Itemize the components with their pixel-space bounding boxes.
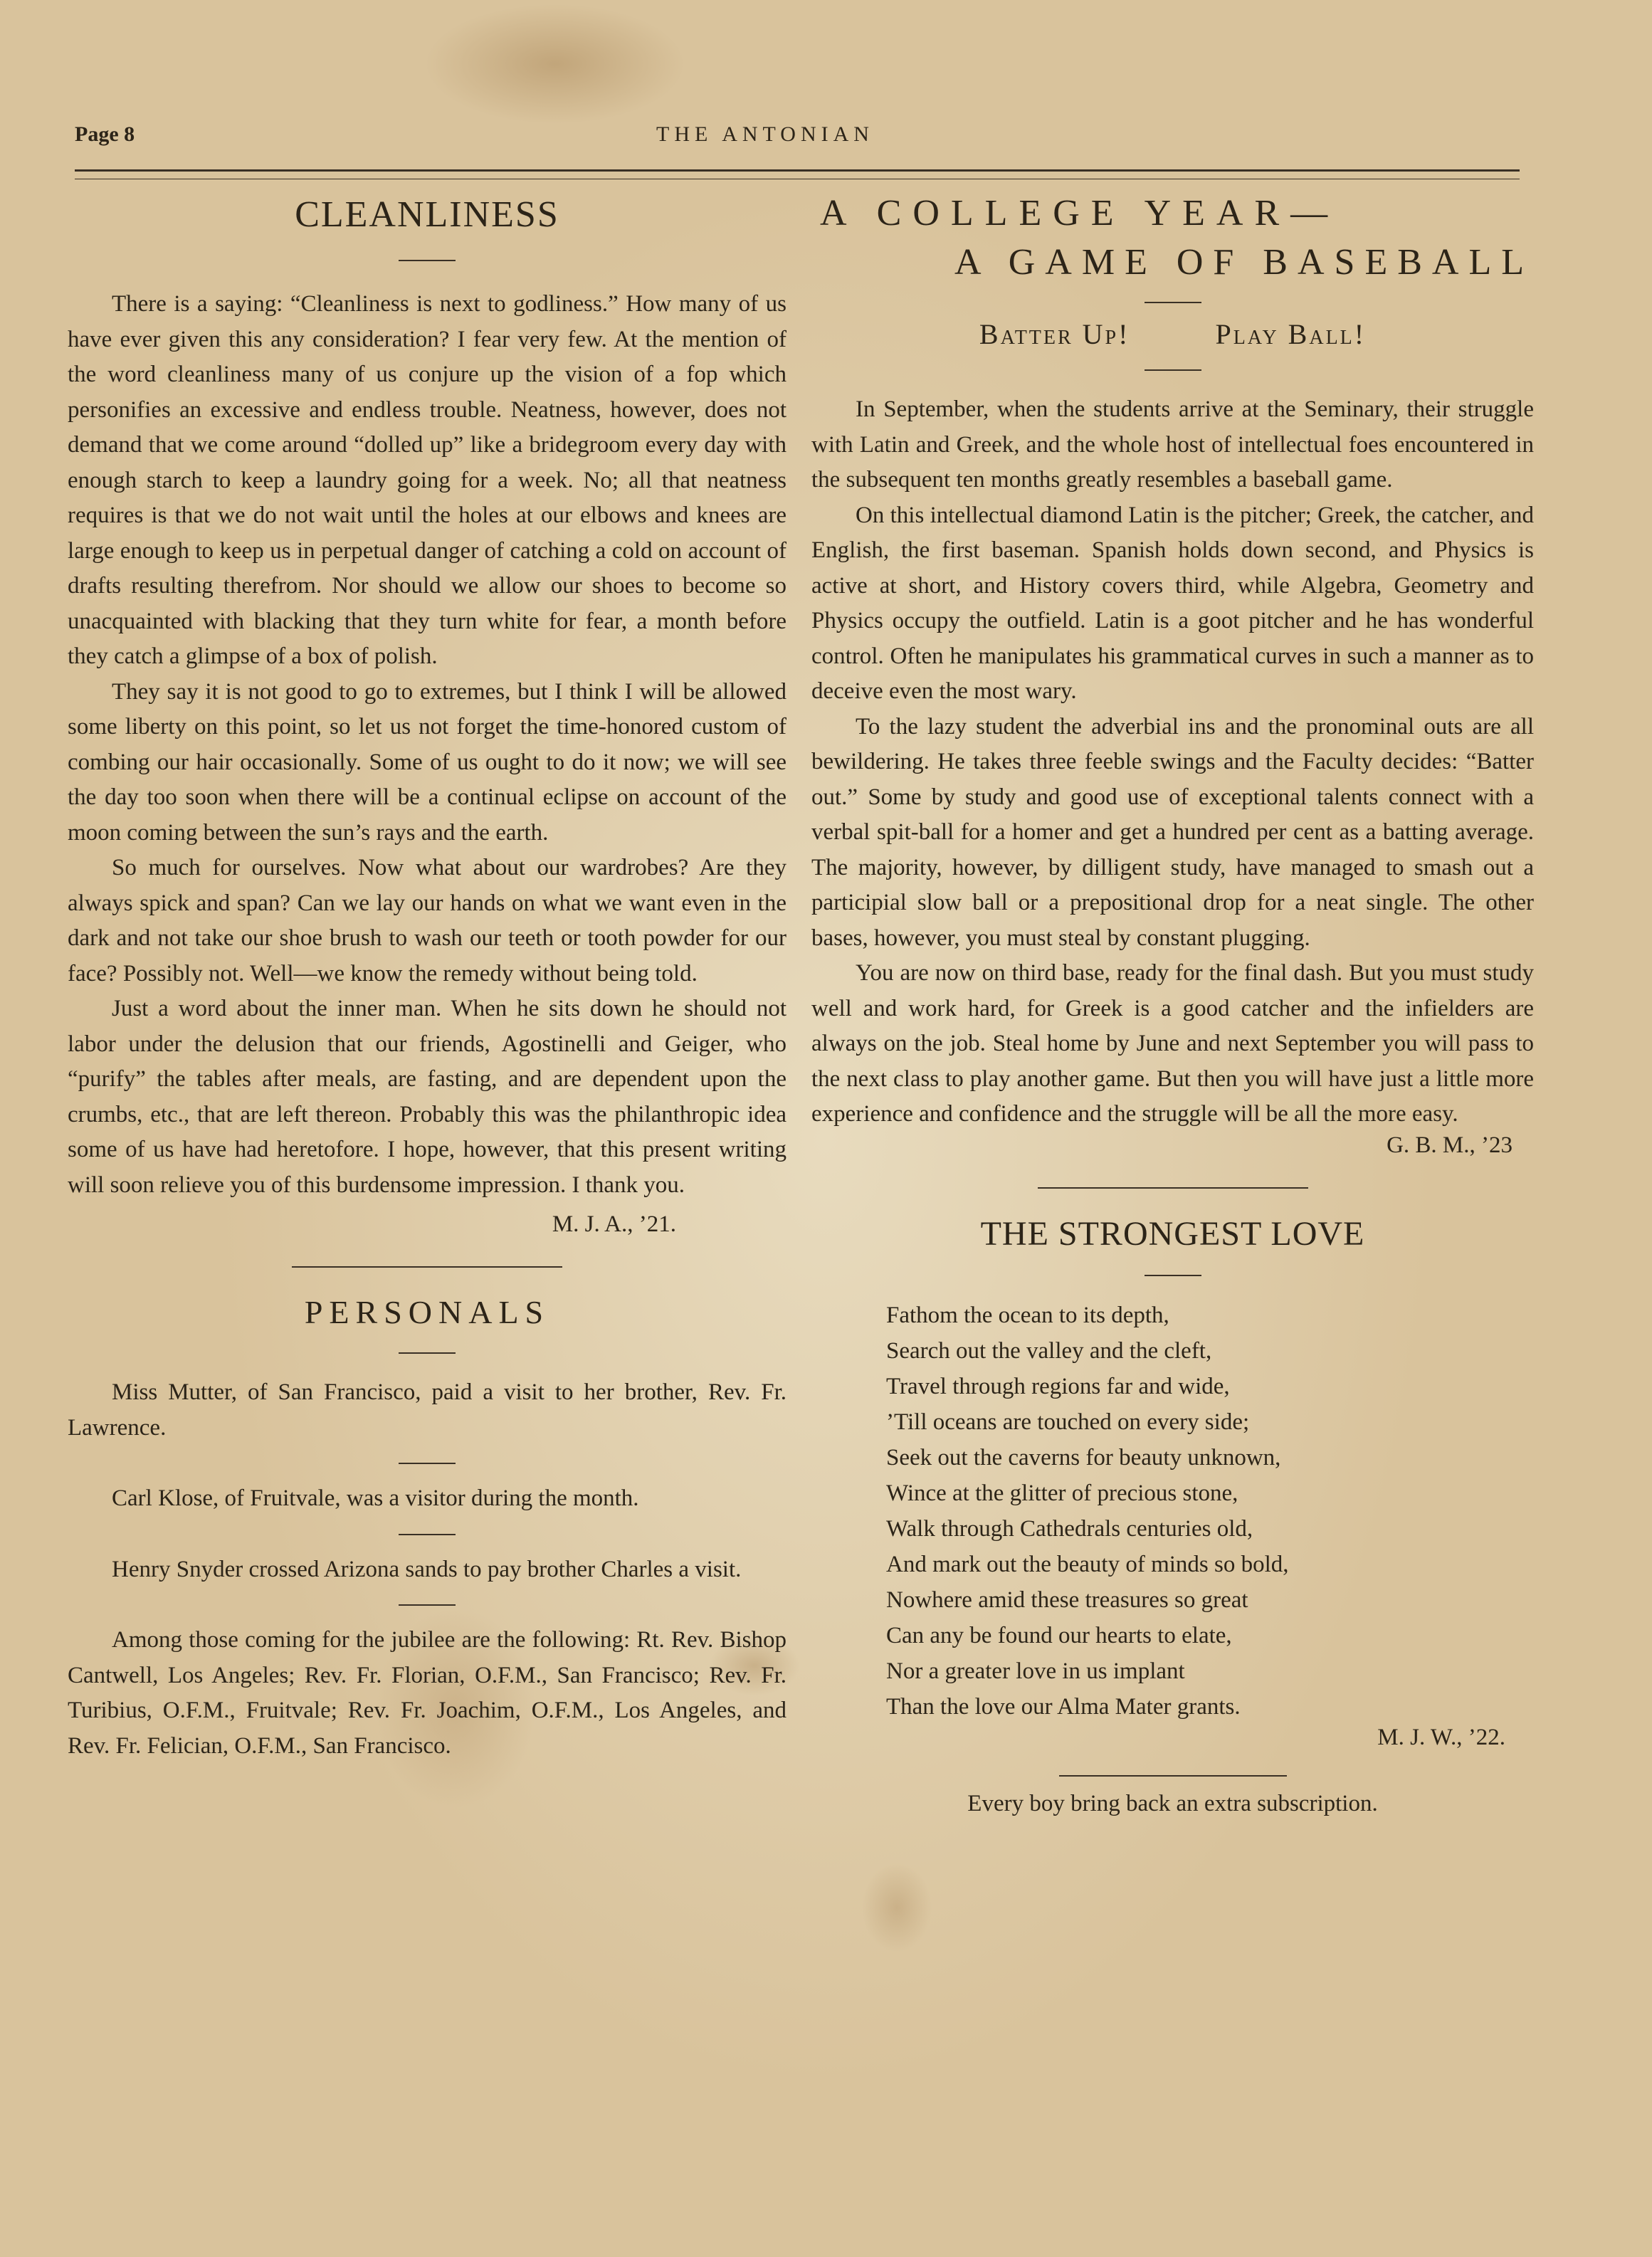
poem-line: Nor a greater love in us implant [886,1658,1185,1684]
poem-line: Nowhere amid these treasures so great [886,1587,1248,1613]
college-year-paragraph: You are now on third base, ready for the final dash. But you must study well and work hard, for Greek is a good catcher and the infielders are always on the job. Steal home by June and next September you will pass to the next class to play another game. But then you will have just a little more experience and confidence and the struggle will be all the more easy. [811,960,1534,1127]
poem-line: Fathom the ocean to its depth, [886,1302,1169,1328]
item-rule [399,1534,456,1535]
poem-line: Travel through regions far and wide, [886,1373,1230,1399]
title-rule [1145,1275,1201,1276]
cleanliness-paragraph: They say it is not good to go to extremes, but I think I will be allowed some liberty on this point, so let us not forget the time-honored custom of combing our hair occasionally. Some of us ought to do it now; we will see the day too soon when there will be a continual eclipse on account of the moon coming between the sun’s rays and the earth. [68,678,786,846]
personal-item: Among those coming for the jubilee are the following: Rt. Rev. Bishop Cantwell, Los Angeles; Rev. Fr. Florian, O.F.M., San Francisco; Rev. Fr. Turibius, O.F.M., Fruitvale; Rev. Fr. Joachim, O.F.M., Los Angeles, and Rev. Fr. Felician, O.F.M., San Francisco. [68,1627,786,1759]
poem-line: And mark out the beauty of minds so bold, [886,1551,1289,1577]
subhead-rule [1145,369,1201,371]
cleanliness-paragraph: So much for ourselves. Now what about our wardrobes? Are they always spick and span? Can we lay our hands on what we want even in the dark and not take our shoe brush to wash our teeth or tooth powder for our face? Possibly not. Well—we know the remedy without being told. [68,855,786,987]
section-divider [1038,1187,1308,1189]
item-rule [399,1604,456,1606]
right-column [811,185,1534,1817]
poem-line: Wince at the glitter of precious stone, [886,1480,1238,1506]
section-divider [1059,1775,1287,1777]
item-rule [399,1463,456,1464]
college-year-title-line1: A COLLEGE YEAR— [820,193,1340,233]
footer-note: Every boy bring back an extra subscription. [967,1790,1378,1816]
poem-line: Can any be found our hearts to elate, [886,1622,1232,1648]
poem-signature: M. J. W., ’22. [1377,1724,1505,1750]
college-year-signature: G. B. M., ’23 [1387,1132,1512,1158]
cleanliness-title: CLEANLINESS [295,194,559,235]
poem-line: Walk through Cathedrals centuries old, [886,1515,1253,1542]
subhead-batter-up: Batter Up! [979,318,1130,350]
title-rule [399,260,456,261]
left-column [68,185,786,1764]
poem [886,1298,1534,1725]
college-year-title-line2: A GAME OF BASEBALL [954,242,1534,283]
subheads [811,317,1534,351]
cleanliness-signature: M. J. A., ’21. [552,1211,676,1237]
college-year-paragraph: To the lazy student the adverbial ins and the pronominal outs are all bewildering. He takes three feeble swings and the Faculty decides: “Batter out.” Some by study and good use of exceptional talents connect with a verbal spit-ball for a homer and get a hundred per cent as a batting average. The majority, however, by dilligent study, have managed to smash out a participial slow ball or a prepositional drop for a neat single. The other bases, however, you must steal by constant plugging. [811,713,1534,951]
page-number: Page 8 [75,122,135,146]
header-rule [75,169,1520,179]
poem-line: Seek out the caverns for beauty unknown, [886,1444,1281,1471]
poem-line: ’Till oceans are touched on every side; [886,1409,1250,1435]
personal-item: Miss Mutter, of San Francisco, paid a visit to her brother, Rev. Fr. Lawrence. [68,1379,786,1441]
personal-item: Carl Klose, of Fruitvale, was a visitor during the month. [112,1485,639,1511]
poem-line: Than the love our Alma Mater grants. [886,1693,1241,1720]
cleanliness-paragraph: Just a word about the inner man. When he sits down he should not labor under the delusion that our friends, Agostinelli and Geiger, who “purify” the tables after meals, are fasting, and are dependent upon the crumbs, etc., that are left thereon. Probably this was the philanthropic idea some of us have had heretofore. I hope, however, that this present writing will soon relieve you of this burdensome impression. I thank you. [68,996,786,1198]
poem-line: Search out the valley and the cleft, [886,1337,1212,1364]
personals-title: PERSONALS [304,1294,550,1330]
section-divider [292,1266,562,1268]
title-rule [399,1352,456,1354]
page-header [75,122,1520,151]
personal-item: Henry Snyder crossed Arizona sands to pay brother Charles a visit. [112,1556,742,1582]
college-year-paragraph: On this intellectual diamond Latin is the pitcher; Greek, the catcher, and English, the first baseman. Spanish holds down second, and Physics is active at short, and History covers third, while Algebra, Geometry and Physics occupy the outfield. Latin is a goot pitcher and he has wonderful control. Often he manipulates his grammatical curves in such a manner as to deceive even the most wary. [811,502,1534,704]
running-title: THE ANTONIAN [656,122,874,146]
college-year-paragraph: In September, when the students arrive at the Seminary, their struggle with Latin and Greek, and the whole host of intellectual foes encountered in the subsequent ten months greatly resembles a baseball game. [811,396,1534,493]
title-rule [1145,302,1201,303]
subhead-play-ball: Play Ball! [1215,318,1367,350]
cleanliness-paragraph: There is a saying: “Cleanliness is next to godliness.” How many of us have ever given this any consideration? I fear very few. At the mention of the word cleanliness many of us conjure up the vision of a fop which personifies an excessive and endless trouble. Neatness, however, does not demand that we come around “dolled up” like a bridegroom every day with enough starch to keep a laundry going for a week. No; all that neatness requires is that we do not wait until the holes at our elbows and knees are large enough to keep us in perpetual danger of catching a cold on account of drafts resulting therefrom. Nor should we allow our shoes to become so unacquainted with blacking that they turn white for fear, a month before they catch a glimpse of a box of polish. [68,291,786,669]
strongest-love-title: THE STRONGEST LOVE [980,1214,1365,1253]
